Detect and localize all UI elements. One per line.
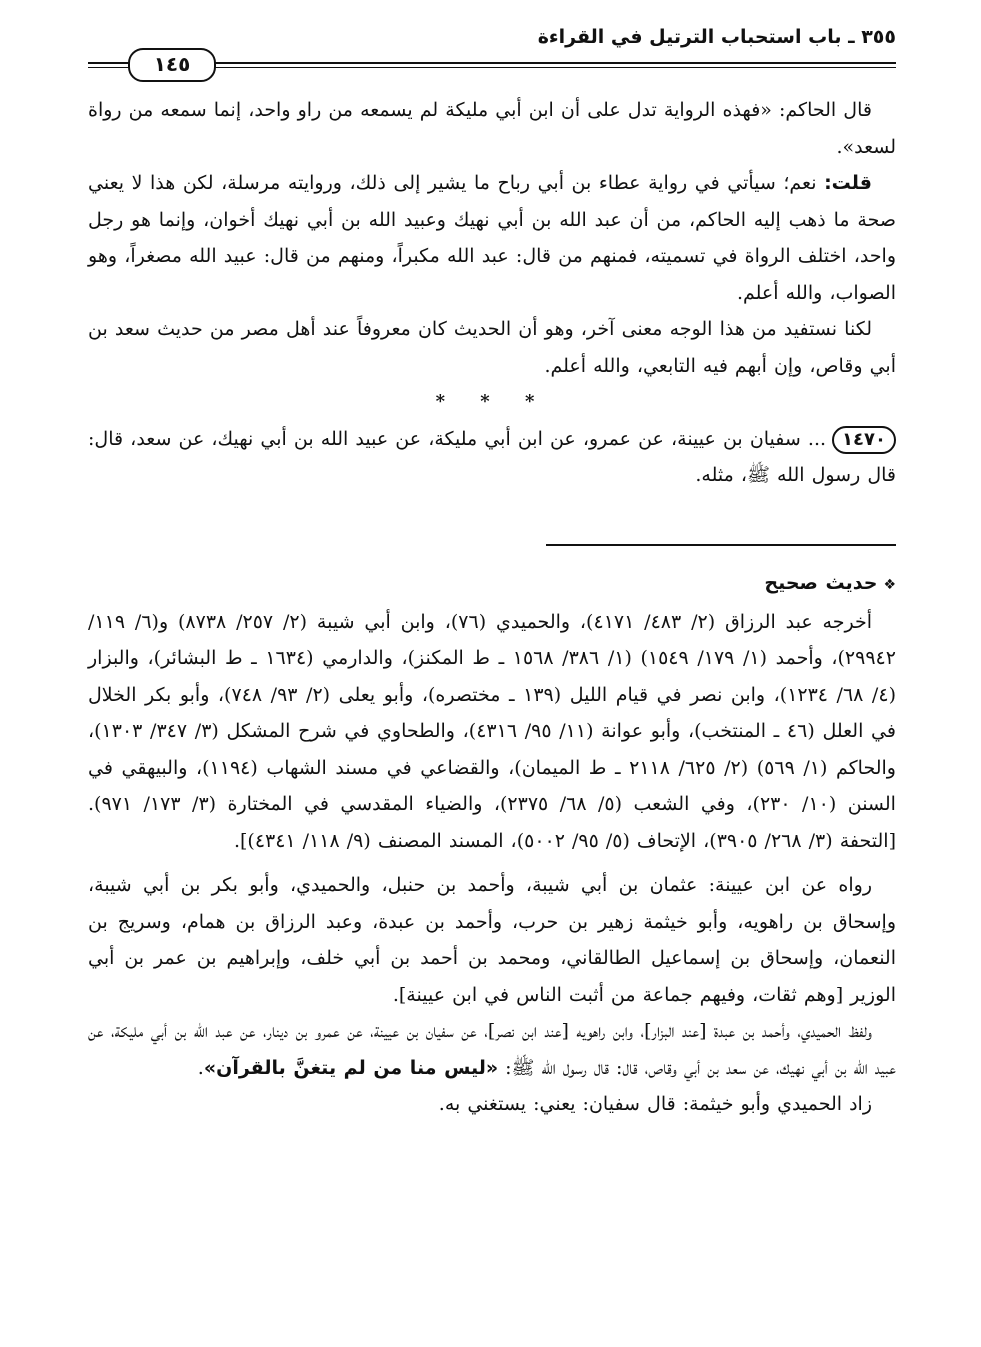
narrators-paragraph: رواه عن ابن عيينة: عثمان بن أبي شيبة، وأحمد بن حنبل، والحميدي، وأبو بكر بن أبي شيبة، وإسحاق بن راهويه، وأبو خيثمة زهير بن حرب، وأحمد بن عبدة، وعبد الرزاق بن همام، وسريج بن النعمان، وإسحاق بن إسماعيل الطالقاني، ومحمد بن أحمد بن أبي خلف، وإبراهيم بن عمر بن أبي الوزير [وهم ثقات، وفيهم جماعة من أثبت الناس في ابن عيينة]. [88,874,896,1006]
paragraph-egypt: لكنا نستفيد من هذا الوجه معنى آخر، وهو أن الحديث كان معروفاً عند أهل مصر من حديث سعد بن أبي وقاص، وإن أبهم فيه التابعي، والله أعلم. [88,318,896,377]
qultu-text: نعم؛ سيأتي في رواية عطاء بن أبي رباح ما يشير إلى ذلك، وروايته مرسلة، لكن هذا لا يعني صحة ما ذهب إليه الحاكم، من أن عبد الله بن أبي نهيك وعبيد الله بن أبي نهيك أخوان، وإنما هو رجل واحد، اختلف الرواة في تسميته، فمنهم من قال: عبد الله مكبراً، ومنهم من قال: عبيد الله مصغراً، وهو الصواب، والله أعلم. [88,172,896,304]
book-page [88,20,896,1330]
hadith-1470 [88,421,896,494]
hadith-number: ١٤٧٠ [832,426,896,454]
hadith-quote: «ليس منا من لم يتغنَّ بالقرآن» [203,1056,499,1079]
page-number: ١٤٥ [128,48,216,82]
wording-end: . [197,1056,204,1079]
grade-heading: حديث صحيح [764,572,878,594]
wording-text: ولفظ الحميدي، وأحمد بن عبدة [عند البزار]، وابن راهويه [عند ابن نصر]، عن سفيان بن عيينة، عن عمرو بن دينار، عن عبد الله بن أبي مليكة، عن عبيد الله بن أبي نهيك، عن سعد بن أبي وقاص، قال: قال رسول الله ﷺ: [88,1020,896,1079]
main-text [88,92,896,494]
paragraph-qultu [88,165,896,311]
grade-heading-line [88,565,896,604]
wording-paragraph [88,1013,896,1086]
commentary [88,565,896,1123]
takhrij-paragraph: أخرجه عبد الرزاق (٢/ ٤٨٣/ ٤١٧١)، والحميدي (٧٦)، وابن أبي شيبة (٢/ ٢٥٧/ ٨٧٣٨) و(٦/ ١١٩/ ٢٩٩٤٢)، وأحمد (١/ ١٧٩/ ١٥٤٩) (١/ ٣٨٦/ ١٥٦٨ ـ ط المكنز)، والدارمي (١٦٣٤ ـ ط البشائر)، والبزار (٤/ ٦٨/ ١٢٣٤)، وابن نصر في قيام الليل (١٣٩ ـ مختصره)، وأبو يعلى (٢/ ٩٣/ ٧٤٨)، وأبو بكر الخلال في العلل (٤٦ ـ المنتخب)، وأبو عوانة (١١/ ٩٥/ ٤٣١٦)، والطحاوي في شرح المشكل (٣/ ٣٤٧/ ١٣٠٣)، والحاكم (١/ ٥٦٩) (٢/ ٦٢٥/ ٢١١٨ ـ ط الميمان)، والقضاعي في مسند الشهاب (١١٩٤)، والبيهقي في السنن (١٠/ ٢٣٠)، وفي الشعب (٥/ ٦٨/ ٢٣٧٥)، والضياء المقدسي في المختارة (٣/ ١٧٣/ ٩٧١). [التحفة (٣/ ٢٦٨/ ٣٩٠٥)، الإتحاف (٥/ ٩٥/ ٥٠٠٢)، المسند المصنف (٩/ ١١٨/ ٤٣٤١)]. [88,610,896,852]
section-separator: * * * [435,391,549,412]
addition-paragraph: زاد الحميدي وأبو خيثمة: قال سفيان: يعني: يستغني به. [438,1093,872,1115]
diamond-icon: ❖ [883,577,896,593]
commentary-rule [546,544,896,546]
page-header [88,20,896,76]
qultu-lead: قلت: [824,172,872,194]
hadith-text: ... سفيان بن عيينة، عن عمرو، عن ابن أبي مليكة، عن عبيد الله بن أبي نهيك، عن سعد، قال: قال رسول الله ﷺ، مثله. [88,427,896,486]
chapter-title: ٣٥٥ ـ باب استحباب الترتيل في القراءة [537,26,896,48]
paragraph-hakim: قال الحاكم: «فهذه الرواية تدل على أن ابن أبي مليكة لم يسمعه من راو واحد، إنما سمعه من رواة لسعد». [88,99,896,158]
